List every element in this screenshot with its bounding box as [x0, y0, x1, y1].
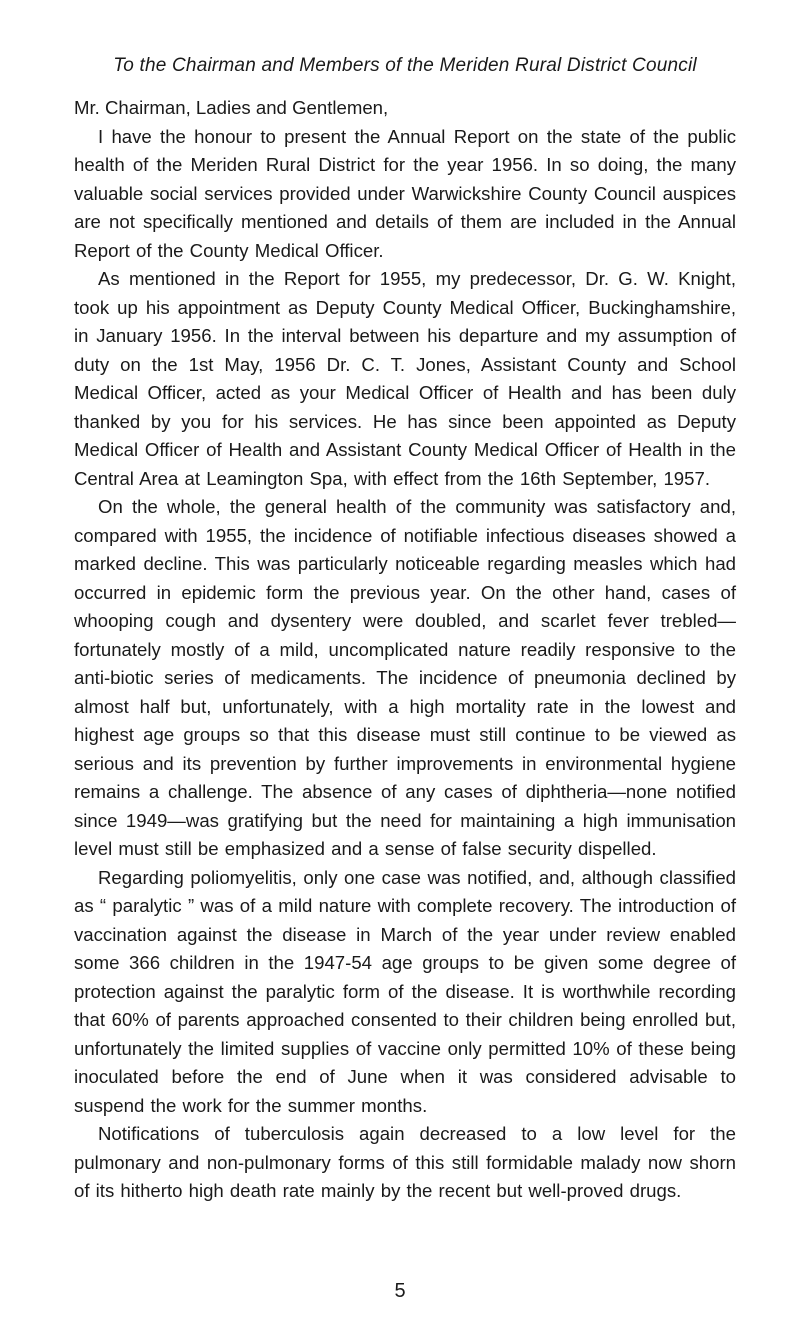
paragraph-poliomyelitis: Regarding poliomyelitis, only one case was notified, and, although classified as “ paralytic ” was of a mild nature with complete recovery. The introduction of vaccination against the disease in March of the year under review enabled some 366 children in the 1947-54 age groups to be given some degree of protection against the paralytic form of the disease. It is worthwhile recording that 60% of parents approached consented to their children being enrolled but, unfortunately the limited supplies of vaccine only permitted 10% of these being inoculated before the end of June when it was considered advisable to suspend the work for the summer months. — [74, 866, 736, 1116]
report-page — [74, 52, 736, 1206]
paragraph-introduction: I have the honour to present the Annual Report on the state of the public health of the Meriden Rural District for the year 1956. In so doing, the many valuable social services provided under Warwickshire County Council auspices are not specifically mentioned and details of them are included in the Annual Report of the County Medical Officer. — [74, 125, 736, 261]
paragraph-tuberculosis: Notifications of tuberculosis again decreased to a low level for the pulmonary and non-pulmonary forms of this still formidable malady now shorn of its hitherto high death rate mainly by the recent but well-proved drugs. — [74, 1123, 736, 1201]
page-number: 5 — [394, 1280, 406, 1302]
paragraph-staffing: As mentioned in the Report for 1955, my predecessor, Dr. G. W. Knight, took up his appointment as Deputy County Medical Officer, Buckinghamshire, in January 1956. In the interval between his departure and my assumption of duty on the 1st May, 1956 Dr. C. T. Jones, Assistant County and School Medical Officer, acted as your Medical Officer of Health and has been duly thanked by you for his services. He has since been appointed as Deputy Medical Officer of Health and Assistant County Medical Officer of Health in the Central Area at Leamington Spa, with effect from the 16th September, 1957. — [74, 268, 736, 489]
salutation: Mr. Chairman, Ladies and Gentlemen, — [74, 97, 389, 118]
page-title: To the Chairman and Members of the Meriden Rural District Council — [113, 55, 697, 76]
paragraph-infectious-diseases: On the whole, the general health of the community was satisfactory and, compared with 1955, the incidence of notifiable infectious diseases showed a marked decline. This was particularly noticeable regarding measles which had occurred in epidemic form the previous year. On the other hand, cases of whooping cough and dysentery were doubled, and scarlet fever trebled—fortunately mostly of a mild, uncomplicated nature readily responsive to the anti-biotic series of medicaments. The incidence of pneumonia declined by almost half but, unfortunately, with a high mortality rate in the lowest and highest age groups so that this disease must still continue to be viewed as serious and its prevention by further improvements in environmental hygiene remains a challenge. The absence of any cases of diphtheria—none notified since 1949—was gratifying but the need for maintaining a high immunisation level must still be emphasized and a sense of false security dispelled. — [74, 496, 736, 859]
